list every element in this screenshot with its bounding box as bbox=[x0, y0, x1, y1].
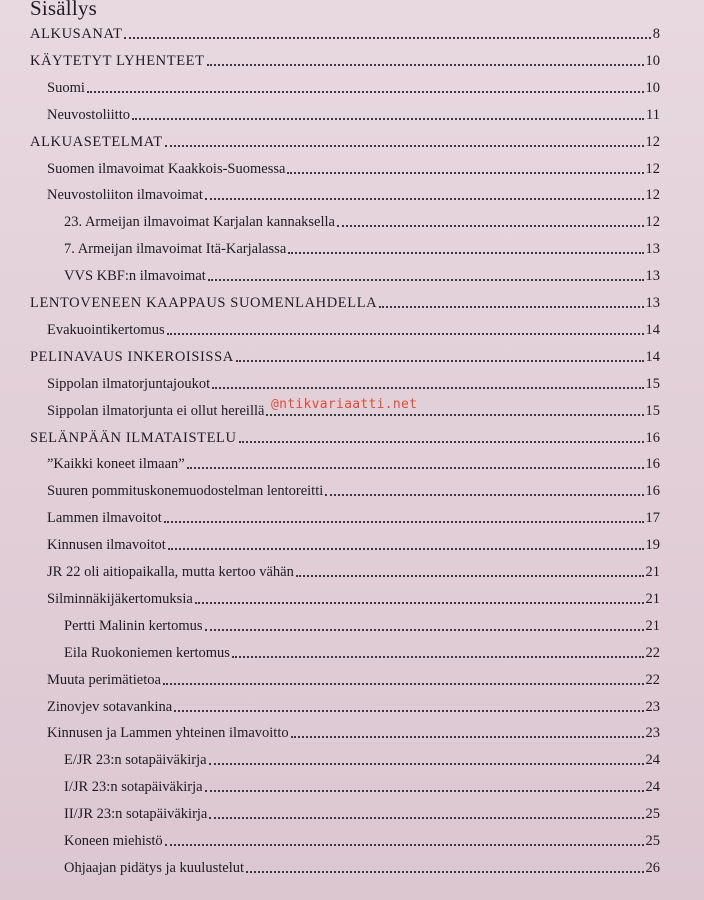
toc-entry-page: 21 bbox=[645, 590, 660, 607]
toc-entry-page: 13 bbox=[645, 241, 660, 258]
dot-leader bbox=[205, 198, 644, 200]
toc-entry bbox=[47, 531, 660, 553]
toc-entry bbox=[47, 370, 660, 392]
toc-entry-page: 12 bbox=[645, 187, 660, 204]
toc-entry-page: 13 bbox=[645, 268, 660, 285]
toc-entry bbox=[64, 639, 660, 661]
toc-entry-page: 13 bbox=[645, 295, 660, 311]
page-title: Sisällys bbox=[30, 0, 97, 20]
dot-leader bbox=[165, 145, 644, 147]
toc-entry bbox=[64, 746, 660, 768]
toc-entry-label: Suomi bbox=[47, 79, 85, 96]
toc-entry-label: Kinnusen ja Lammen yhteinen ilmavoitto bbox=[47, 725, 289, 742]
toc-entry bbox=[64, 208, 660, 230]
toc-entry-page: 21 bbox=[645, 564, 660, 580]
dot-leader bbox=[168, 548, 644, 550]
toc-entry-label: Sippolan ilmatorjunta ei ollut hereillä bbox=[47, 402, 265, 419]
dot-leader bbox=[87, 91, 644, 93]
toc-entry-label: Muuta perimätietoa bbox=[47, 671, 161, 688]
toc-entry bbox=[30, 424, 660, 446]
toc-entry-label: SELÄNPÄÄN ILMATAISTELU bbox=[30, 429, 237, 446]
toc-entry-page: 22 bbox=[645, 671, 660, 688]
toc-entry-page: 14 bbox=[645, 348, 660, 365]
toc-entry bbox=[64, 612, 660, 634]
toc-entry-page: 12 bbox=[645, 160, 660, 177]
toc-entry bbox=[30, 128, 660, 150]
toc-entry-page: 15 bbox=[645, 375, 660, 392]
toc-entry-label: Ohjaajan pidätys ja kuulustelut bbox=[64, 859, 245, 876]
toc-entry bbox=[47, 693, 660, 715]
dot-leader bbox=[325, 494, 643, 496]
toc-entry bbox=[47, 477, 660, 499]
toc-entry bbox=[47, 666, 660, 688]
toc-entry-label: KÄYTETYT LYHENTEET bbox=[30, 52, 205, 69]
dot-leader bbox=[205, 629, 644, 631]
toc-entry-label: E/JR 23:n sotapäiväkirja bbox=[64, 752, 207, 769]
toc-entry-page: 16 bbox=[645, 429, 660, 446]
toc-entry bbox=[47, 101, 660, 123]
toc-entry-page: 14 bbox=[645, 321, 660, 338]
toc-entry-page: 23 bbox=[645, 698, 660, 715]
toc-entry bbox=[47, 504, 660, 526]
dot-leader bbox=[291, 736, 644, 738]
dot-leader bbox=[379, 306, 643, 308]
toc-entry-page: 25 bbox=[645, 833, 660, 849]
toc-entry-label: ALKUSANAT bbox=[30, 26, 123, 42]
toc-entry bbox=[47, 719, 660, 741]
toc-entry-label: Lammen ilmavoitot bbox=[47, 510, 162, 527]
watermark: @ntikvariaatti.net bbox=[271, 397, 418, 412]
dot-leader bbox=[163, 683, 644, 685]
toc-entry bbox=[47, 74, 660, 96]
toc-entry-page: 12 bbox=[645, 214, 660, 231]
toc-entry bbox=[47, 155, 660, 177]
dot-leader bbox=[232, 656, 644, 658]
dot-leader bbox=[236, 360, 644, 362]
toc-entry-label: Neuvostoliitto bbox=[47, 106, 130, 123]
dot-leader bbox=[212, 387, 643, 389]
toc-entry-label: Suomen ilmavoimat Kaakkois-Suomessa bbox=[47, 160, 286, 177]
dot-leader bbox=[337, 225, 644, 227]
toc-entry bbox=[30, 343, 660, 365]
toc-entry-label: LENTOVENEEN KAAPPAUS SUOMENLAHDELLA bbox=[30, 295, 378, 311]
dot-leader bbox=[207, 64, 644, 66]
toc-entry-label: II/JR 23:n sotapäiväkirja bbox=[64, 806, 208, 823]
toc-entry-page: 24 bbox=[645, 779, 660, 796]
toc-entry-label: ”Kaikki koneet ilmaan” bbox=[47, 456, 185, 473]
toc-entry bbox=[47, 450, 660, 472]
toc-entry bbox=[47, 585, 660, 607]
dot-leader bbox=[187, 467, 644, 469]
toc-entry-page: 11 bbox=[646, 106, 660, 123]
toc-entry-label: Suuren pommituskonemuodostelman lentoreitti bbox=[47, 483, 324, 500]
toc-entry bbox=[64, 235, 660, 257]
toc-entry-page: 21 bbox=[645, 617, 660, 634]
toc-entry-label: PELINAVAUS INKEROISISSA bbox=[30, 348, 234, 365]
dot-leader bbox=[266, 414, 643, 416]
dot-leader bbox=[288, 252, 643, 254]
toc-entry-label: 23. Armeijan ilmavoimat Karjalan kannaksella bbox=[64, 214, 335, 231]
toc-entry bbox=[47, 316, 660, 338]
toc-entry-page: 12 bbox=[645, 133, 660, 150]
toc-entry-label: Zinovjev sotavankina bbox=[47, 698, 173, 715]
toc-entry bbox=[30, 47, 660, 69]
toc-entry-page: 25 bbox=[645, 806, 660, 823]
toc-entry-label: Koneen miehistö bbox=[64, 833, 163, 849]
toc-entry-label: Neuvostoliiton ilmavoimat bbox=[47, 187, 203, 204]
toc-entry-page: 19 bbox=[645, 537, 660, 554]
toc-entry bbox=[64, 262, 660, 284]
toc-entry-page: 26 bbox=[645, 859, 660, 876]
toc-entry-page: 16 bbox=[645, 456, 660, 473]
toc-entry-page: 8 bbox=[652, 26, 660, 42]
toc-entry-label: ALKUASETELMAT bbox=[30, 133, 163, 150]
dot-leader bbox=[296, 575, 644, 577]
toc-entry-label: VVS KBF:n ilmavoimat bbox=[64, 268, 206, 285]
dot-leader bbox=[209, 763, 644, 765]
toc-entry-label: Kinnusen ilmavoitot bbox=[47, 537, 166, 554]
toc-entry bbox=[64, 827, 660, 849]
dot-leader bbox=[124, 37, 650, 39]
dot-leader bbox=[287, 172, 643, 174]
toc-entry-page: 24 bbox=[645, 752, 660, 769]
toc-entry-label: Eila Ruokoniemen kertomus bbox=[64, 644, 230, 661]
toc-entry-page: 17 bbox=[645, 510, 660, 527]
dot-leader bbox=[165, 844, 644, 846]
toc-entry bbox=[64, 773, 660, 795]
dot-leader bbox=[164, 521, 644, 523]
toc-entry bbox=[47, 181, 660, 203]
toc-entry-label: Sippolan ilmatorjuntajoukot bbox=[47, 375, 211, 392]
dot-leader bbox=[167, 333, 644, 335]
toc-entry-page: 10 bbox=[645, 79, 660, 96]
dot-leader bbox=[208, 279, 644, 281]
toc-entry-label: 7. Armeijan ilmavoimat Itä-Karjalassa bbox=[64, 241, 287, 258]
toc-entry-page: 16 bbox=[645, 483, 660, 500]
toc-entry-label: Evakuointikertomus bbox=[47, 321, 165, 338]
toc-entry bbox=[47, 558, 660, 580]
toc-entry bbox=[30, 20, 660, 42]
dot-leader bbox=[132, 118, 644, 120]
toc-entry-page: 10 bbox=[645, 52, 660, 69]
dot-leader bbox=[209, 817, 643, 819]
dot-leader bbox=[239, 441, 644, 443]
toc-entry-label: Pertti Malinin kertomus bbox=[64, 617, 203, 634]
dot-leader bbox=[174, 710, 643, 712]
toc-entry-label: JR 22 oli aitiopaikalla, mutta kertoo vähän bbox=[47, 564, 294, 580]
toc-entry bbox=[64, 854, 660, 876]
toc-entry bbox=[30, 289, 660, 311]
toc-entry-page: 23 bbox=[645, 725, 660, 742]
dot-leader bbox=[195, 602, 644, 604]
dot-leader bbox=[246, 871, 643, 873]
toc-entry bbox=[64, 800, 660, 822]
toc-entry-page: 15 bbox=[645, 402, 660, 419]
toc-entry-label: I/JR 23:n sotapäiväkirja bbox=[64, 779, 203, 796]
dot-leader bbox=[205, 790, 644, 792]
toc-entry-page: 22 bbox=[645, 644, 660, 661]
toc-entry-label: Silminnäkijäkertomuksia bbox=[47, 590, 193, 607]
